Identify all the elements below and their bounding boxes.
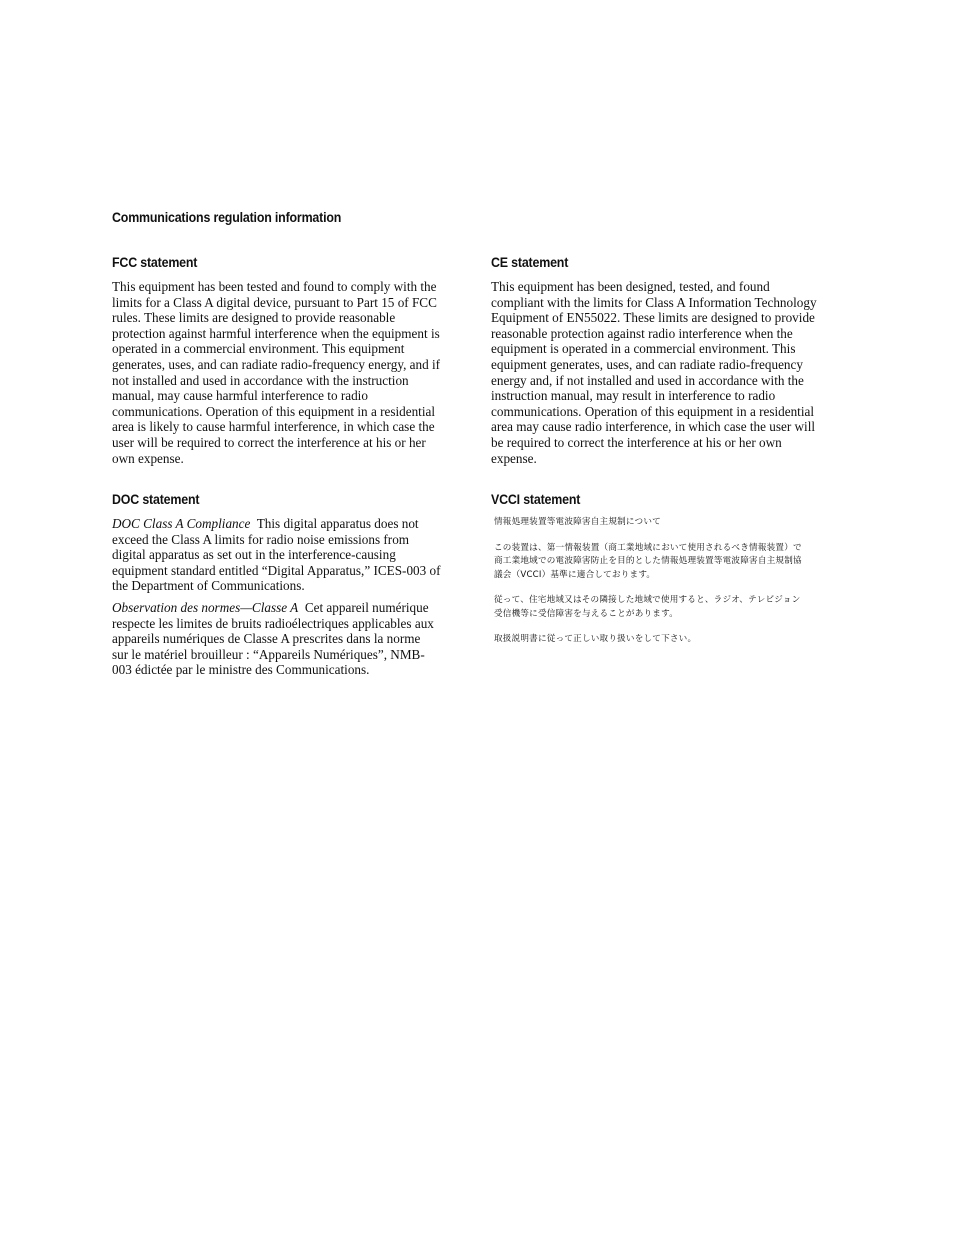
- fcc-line: communications. Operation of this equipment in a residential: [112, 403, 436, 419]
- doc-line: the Department of Communications.: [112, 578, 305, 594]
- ce-line: area may cause radio interference, in which case the user will: [491, 419, 816, 435]
- fcc-line: protection against harmful interference when the equipment is: [112, 325, 440, 341]
- doc-line: equipment standard entitled “Digital Apparatus,” ICES-003 of: [112, 562, 441, 578]
- doc-line-text: This digital apparatus does not: [256, 516, 419, 531]
- doc-line: respecte les limites de bruits radioélectriques applicables aux: [112, 615, 434, 631]
- fcc-line: operated in a commercial environment. This equipment: [112, 341, 405, 357]
- fcc-line: This equipment has been tested and found to comply with the: [112, 279, 437, 294]
- fcc-line: manual, may cause harmful interference to radio: [112, 388, 368, 404]
- fcc-line: own expense.: [112, 450, 184, 466]
- vcci-line: 商工業地域での電波障害防止を目的とした情報処理装置等電波障害自主規制協: [494, 556, 802, 566]
- ce-line: reasonable protection against radio interference when the: [491, 325, 793, 341]
- ce-section: [491, 254, 851, 466]
- vcci-line: 受信機等に受信障害を与えることがあります。: [494, 608, 678, 619]
- vcci-heading: VCCI statement: [491, 492, 581, 507]
- ce-line: equipment generates, uses, and can radiate radio-frequency: [491, 356, 803, 372]
- doc-class-a-compliance-label: DOC Class A Compliance: [112, 516, 251, 531]
- fcc-line: rules. These limits are designed to provide reasonable: [112, 310, 396, 326]
- fcc-line: not installed and used in accordance with the instruction: [112, 372, 409, 388]
- fcc-line: limits for a Class A digital device, pursuant to Part 15 of FCC: [112, 294, 437, 310]
- doc-line: exceed the Class A limits for radio noise emissions from: [112, 531, 410, 547]
- fcc-heading: FCC statement: [112, 255, 198, 270]
- ce-body: [491, 279, 851, 466]
- fcc-line: area is likely to cause harmful interference, in which case the: [112, 419, 435, 435]
- ce-line: energy and, if not installed and used in accordance with the: [491, 372, 804, 388]
- doc-observation-label: Observation des normes—Classe A: [112, 599, 299, 615]
- ce-line: compliant with the limits for Class A Information Technology: [491, 294, 817, 310]
- vcci-title-line: 情報処理装置等電波障害自主規制について: [494, 517, 661, 527]
- doc-paragraph-english: [112, 516, 472, 594]
- vcci-japanese-text: [491, 516, 851, 647]
- ce-line: instruction manual, may result in interference to radio: [491, 388, 776, 404]
- ce-heading: CE statement: [491, 255, 569, 270]
- doc-line: 003 édictée par le ministre des Communications.: [112, 662, 370, 678]
- vcci-line: 従って、住宅地域又はその隣接した地域で使用すると、ラジオ、テレビジョン: [494, 595, 801, 605]
- doc-line: appareils numériques de Classe A prescrites dans la norme: [112, 631, 421, 647]
- ce-line: communications. Operation of this equipment in a residential: [491, 403, 815, 419]
- page-title: Communications regulation information: [112, 210, 342, 225]
- doc-line: [112, 516, 472, 532]
- ce-line: expense.: [491, 450, 537, 466]
- doc-line: [112, 600, 472, 616]
- doc-heading: DOC statement: [112, 492, 200, 507]
- doc-line: sur le matériel brouilleur : “Appareils Numériques”, NMB-: [112, 646, 425, 662]
- doc-line: digital apparatus as set out in the interference-causing: [112, 547, 396, 563]
- vcci-line: 取扱説明書に従って正しい取り扱いをして下さい。: [494, 634, 697, 644]
- ce-line: Equipment of EN55022. These limits are designed to provide: [491, 310, 815, 326]
- fcc-line: user will be required to correct the interference at his or her: [112, 434, 426, 450]
- doc-paragraph-french: [112, 600, 472, 678]
- vcci-line: 議会（VCCI）基準に適合しております。: [494, 569, 656, 580]
- fcc-line: generates, uses, and can radiate radio-frequency energy, and if: [112, 356, 441, 372]
- vcci-section: [491, 491, 851, 647]
- fcc-body: [112, 279, 472, 466]
- vcci-line: この装置は、第一情報装置（商工業地域において使用されるべき情報装置）で: [494, 542, 802, 553]
- doc-section: [112, 491, 472, 678]
- ce-line: equipment is operated in a commercial environment. This: [491, 341, 796, 357]
- ce-line: be required to correct the interference at his or her own: [491, 434, 782, 450]
- fcc-section: [112, 254, 472, 466]
- ce-line: This equipment has been designed, tested, and found: [491, 279, 770, 294]
- doc-line-text: Cet appareil numérique: [304, 599, 429, 615]
